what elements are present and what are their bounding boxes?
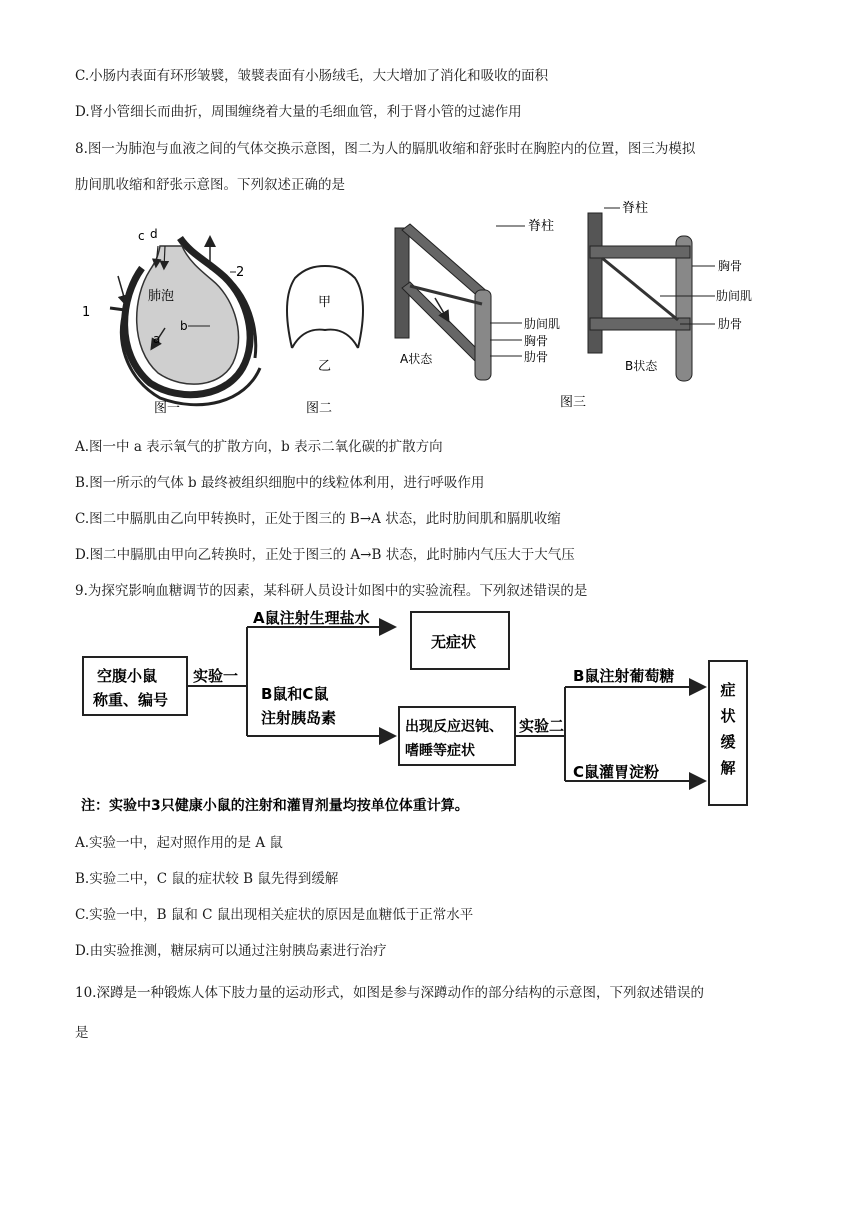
- rib-label-a: 肋骨: [524, 350, 549, 364]
- label-a: a: [153, 332, 161, 346]
- q7-option-d: D.肾小管细长而曲折，周围缠绕着大量的毛细血管，利于肾小管的过滤作用: [75, 104, 522, 120]
- relief-char-2: 状: [720, 707, 736, 725]
- b-mouse-label: B鼠注射葡萄糖: [573, 667, 675, 685]
- q8-option-b: B.图一所示的气体 b 最终被组织细胞中的线粒体利用，进行呼吸作用: [75, 475, 485, 491]
- label-1: 1: [82, 305, 91, 320]
- reaction-line1: 出现反应迟钝、: [405, 719, 503, 735]
- fig1-caption: 图一: [154, 401, 181, 416]
- c-mouse-label: C鼠灌胃淀粉: [573, 763, 660, 781]
- bc-line2: 注射胰岛素: [261, 709, 337, 727]
- rib-model-figure: [395, 200, 752, 410]
- start-line1: 空腹小鼠: [97, 667, 158, 685]
- q8-option-c: C.图二中膈肌由乙向甲转换时，正处于图三的 B→A 状态，此时肋间肌和膈肌收缩: [75, 511, 561, 527]
- q8-figure: [80, 198, 760, 418]
- yi-label: 乙: [318, 359, 332, 374]
- no-symptom: 无症状: [431, 633, 477, 651]
- label-d: d: [150, 227, 158, 241]
- q10-stem-line1: 10.深蹲是一种锻炼人体下肢力量的运动形式，如图是参与深蹲动作的部分结构的示意图，下列叙述错误的: [75, 985, 704, 1001]
- q9-option-c: C.实验一中，B 鼠和 C 鼠出现相关症状的原因是血糖低于正常水平: [75, 907, 474, 923]
- q9-stem: 9.为探究影响血糖调节的因素，某科研人员设计如图中的实验流程。下列叙述错误的是: [75, 583, 588, 599]
- state-b-label: B状态: [625, 359, 658, 373]
- alveolus-figure: [82, 227, 260, 416]
- q7-option-c: C.小肠内表面有环形皱襞，皱襞表面有小肠绒毛，大大增加了消化和吸收的面积: [75, 68, 549, 84]
- exp2-label: 实验二: [519, 717, 565, 735]
- exp1-label: 实验一: [193, 667, 239, 685]
- q8-option-d: D.图二中膈肌由甲向乙转换时，正处于图三的 A→B 状态，此时肺内气压大于大气压: [75, 547, 575, 563]
- bc-line1: B鼠和C鼠: [261, 685, 329, 703]
- flow-note: 注：实验中3只健康小鼠的注射和灌胃剂量均按单位体重计算。: [81, 798, 469, 814]
- a-mouse-label: A鼠注射生理盐水: [253, 609, 370, 627]
- relief-char-3: 缓: [720, 733, 736, 751]
- q8-stem-line1: 8.图一为肺泡与血液之间的气体交换示意图，图二为人的膈肌收缩和舒张时在胸腔内的位置，图三为模拟: [75, 141, 696, 157]
- spine-label-b: 脊柱: [622, 201, 649, 216]
- relief-char-1: 症: [720, 681, 736, 699]
- jia-label: 甲: [318, 295, 332, 310]
- state-a-label: A状态: [400, 352, 433, 366]
- fig2-caption: 图二: [306, 401, 333, 416]
- q9-option-a: A.实验一中，起对照作用的是 A 鼠: [75, 835, 283, 851]
- label-c: c: [138, 229, 145, 243]
- label-b: b: [180, 319, 188, 333]
- diaphragm-figure: [287, 266, 363, 416]
- reaction-line2: 嗜睡等症状: [405, 743, 475, 759]
- sternum-label-a: 胸骨: [524, 334, 549, 348]
- intercostal-label-a: 肋间肌: [524, 317, 561, 331]
- label-2: 2: [236, 265, 245, 280]
- q8-option-a: A.图一中 a 表示氧气的扩散方向，b 表示二氧化碳的扩散方向: [75, 439, 443, 455]
- start-line2: 称重、编号: [93, 691, 169, 709]
- q9-option-b: B.实验二中，C 鼠的症状较 B 鼠先得到缓解: [75, 871, 339, 887]
- fig3-caption: 图三: [560, 395, 587, 410]
- q9-flow-diagram: [75, 605, 755, 815]
- sternum-label-b: 胸骨: [718, 259, 743, 273]
- intercostal-label-b: 肋间肌: [716, 289, 753, 303]
- q9-option-d: D.由实验推测，糖尿病可以通过注射胰岛素进行治疗: [75, 943, 387, 959]
- relief-char-4: 解: [720, 759, 736, 777]
- q10-stem-line2: 是: [75, 1025, 89, 1041]
- spine-label-a: 脊柱: [528, 219, 555, 234]
- q8-stem-line2: 肋间肌收缩和舒张示意图。下列叙述正确的是: [75, 177, 345, 193]
- rib-label-b: 肋骨: [718, 317, 743, 331]
- alveolus-label: 肺泡: [148, 289, 175, 304]
